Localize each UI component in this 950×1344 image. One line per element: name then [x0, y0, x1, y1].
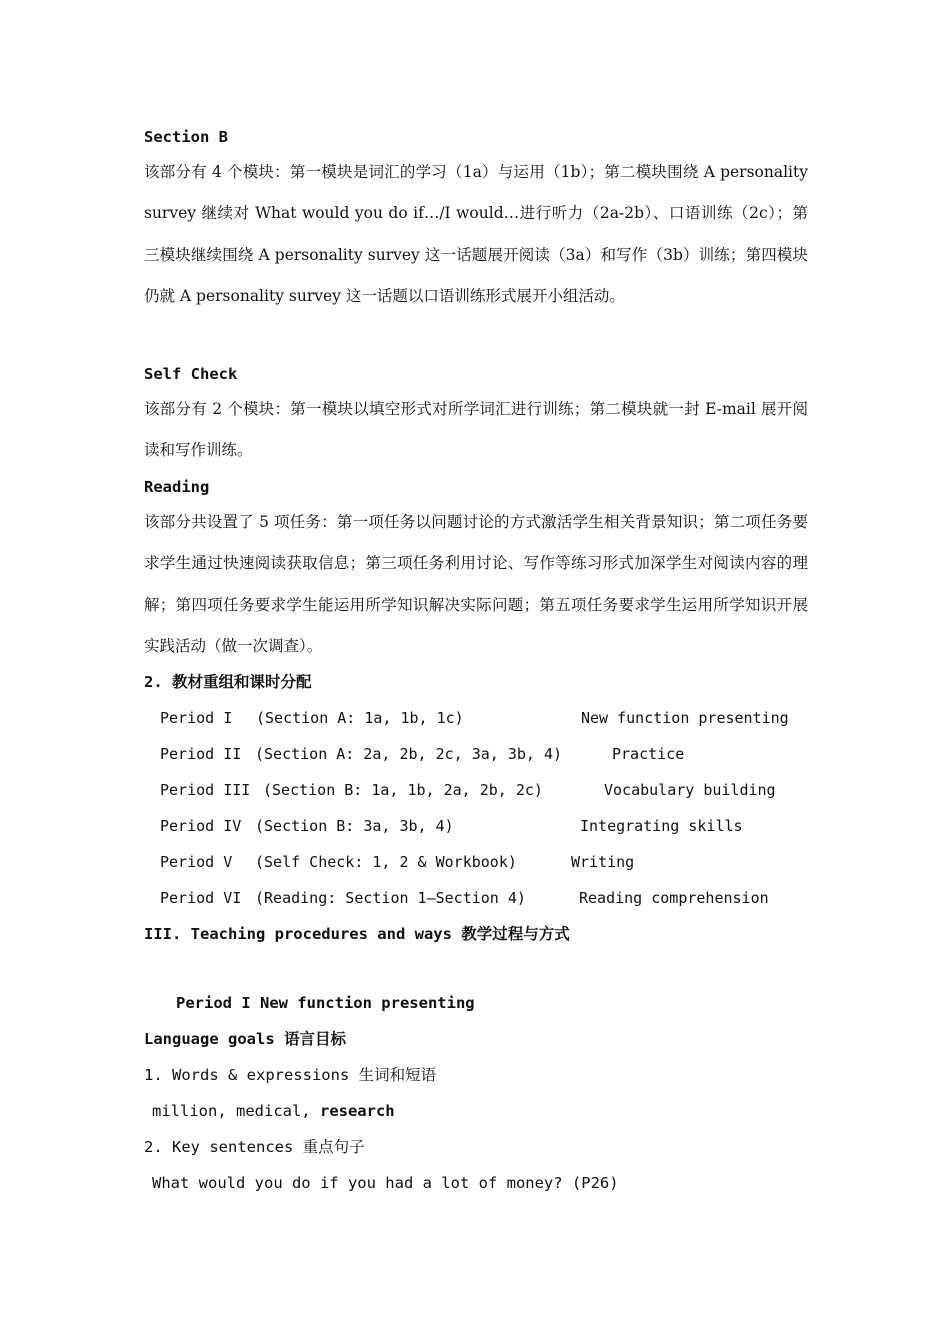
period-row: [160, 780, 840, 800]
period-sections: (Self Check: 1, 2 & Workbook): [255, 853, 517, 871]
period-one-heading: Period I New function presenting: [176, 994, 475, 1012]
period-label: Period III: [160, 781, 251, 799]
reading-paragraph: 该部分共设置了 5 项任务：第一项任务以问题讨论的方式激活学生相关背景知识；第二项任务要求学生通过快速阅读获取信息；第三项任务利用讨论、写作等练习形式加深学生对阅读内容的理解；第四项任务要求学生能运用所学知识解决实际问题；第五项任务要求学生运用所学知识开展实践活动（做一次调查）。: [144, 513, 808, 655]
words-line: [152, 1101, 395, 1121]
words-heading: 1. Words & expressions 生词和短语: [144, 1066, 437, 1084]
period-row: [160, 708, 840, 728]
period-row: [160, 888, 840, 908]
restructure-heading: 2. 教材重组和课时分配: [144, 673, 312, 691]
self-check-heading: Self Check: [144, 365, 238, 383]
period-label: Period IV: [160, 817, 242, 835]
period-focus: Vocabulary building: [604, 781, 776, 799]
section-b-paragraph: 该部分有 4 个模块：第一模块是词汇的学习（1a）与运用（1b）；第二模块围绕 A personality survey 继续对 What would you do if…/I would…进行听力（2a-2b）、口语训练（2c）；第三模块继续围绕 A personality survey 这一话题展开阅读（3a）和写作（3b）训练；第四模块仍就 A personality survey 这一话题以口语训练形式展开小组活动。: [144, 163, 808, 305]
period-label: Period I: [160, 709, 233, 727]
words-bold: research: [319, 1102, 395, 1120]
period-label: Period II: [160, 745, 242, 763]
period-row: [160, 816, 840, 836]
period-row: [160, 852, 840, 872]
period-focus: New function presenting: [581, 709, 789, 727]
procedures-heading: III. Teaching procedures and ways 教学过程与方式: [144, 925, 570, 943]
period-label: Period V: [160, 853, 233, 871]
language-goals-heading: Language goals 语言目标: [144, 1030, 346, 1048]
period-focus: Integrating skills: [580, 817, 743, 835]
period-focus: Reading comprehension: [579, 889, 769, 907]
period-focus: Practice: [612, 745, 685, 763]
period-sections: (Section B: 3a, 3b, 4): [255, 817, 454, 835]
period-sections: (Section B: 1a, 1b, 2a, 2b, 2c): [263, 781, 543, 799]
reading-heading: Reading: [144, 478, 210, 496]
period-sections: (Reading: Section 1—Section 4): [255, 889, 526, 907]
words-plain: million, medical,: [152, 1102, 320, 1120]
period-label: Period VI: [160, 889, 242, 907]
key-sentence: What would you do if you had a lot of money? (P26): [152, 1174, 619, 1192]
period-focus: Writing: [571, 853, 635, 871]
self-check-paragraph: 该部分有 2 个模块：第一模块以填空形式对所学词汇进行训练；第二模块就一封 E-mail 展开阅读和写作训练。: [144, 400, 808, 460]
sentences-heading: 2. Key sentences 重点句子: [144, 1138, 365, 1156]
period-row: [160, 744, 840, 764]
period-sections: (Section A: 1a, 1b, 1c): [256, 709, 464, 727]
section-b-heading: Section B: [144, 128, 228, 146]
period-sections: (Section A: 2a, 2b, 2c, 3a, 3b, 4): [255, 745, 563, 763]
